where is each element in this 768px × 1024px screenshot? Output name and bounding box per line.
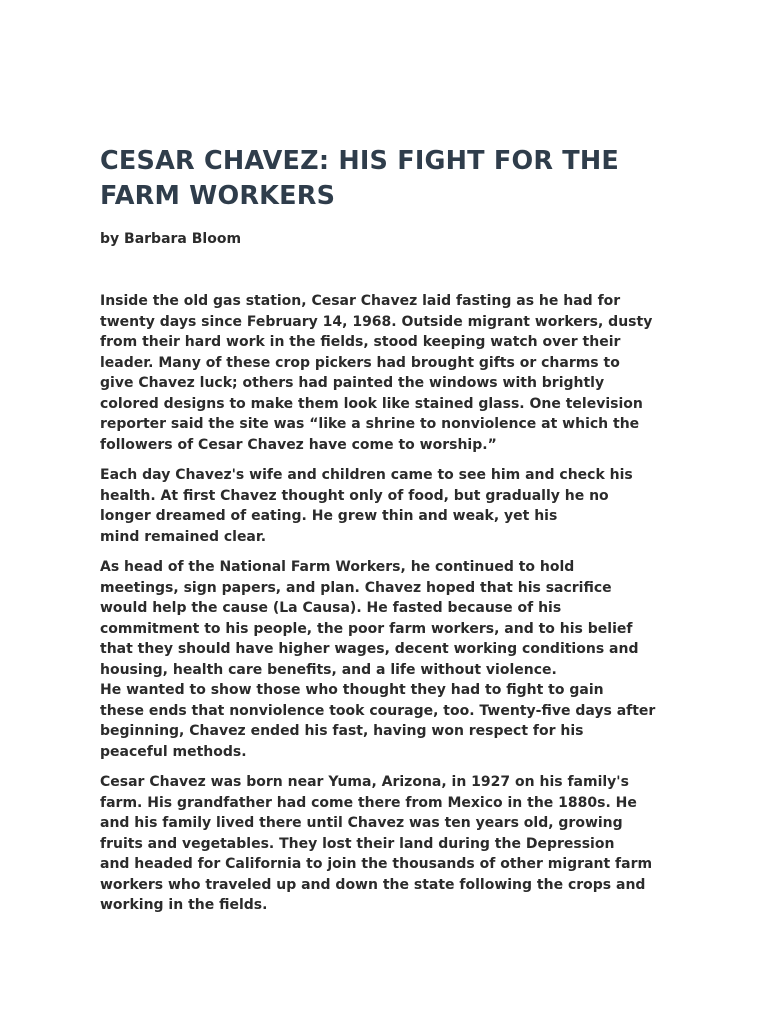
text-line: longer dreamed of eating. He grew thin and weak, yet his xyxy=(100,508,558,524)
text-line: workers who traveled up and down the state following the crops and xyxy=(100,876,646,893)
text-line: As head of the National Farm Workers, he continued to hold xyxy=(100,559,575,575)
text-line: leader. Many of these crop pickers had brought gifts or charms to xyxy=(100,354,620,371)
text-line: followers of Cesar Chavez have come to worship.” xyxy=(100,436,497,453)
paragraph-3 xyxy=(100,557,686,762)
text-line: beginning, Chavez ended his fast, having won respect for his xyxy=(100,723,584,739)
text-line: Each day Chavez's wife and children came to see him and check his xyxy=(100,467,633,483)
paragraph-2 xyxy=(100,465,686,547)
text-line: mind remained clear. xyxy=(100,528,267,545)
text-line: colored designs to make them look like stained glass. One television xyxy=(100,395,643,412)
text-line: reporter said the site was “like a shrine to nonviolence at which the xyxy=(100,416,640,432)
text-line: and his family lived there until Chavez was ten years old, growing xyxy=(100,815,623,831)
text-line: farm. His grandfather had come there from Mexico in the 1880s. He xyxy=(100,794,637,811)
text-line: these ends that nonviolence took courage, too. Twenty-five days after xyxy=(100,702,656,719)
text-line: twenty days since February 14, 1968. Outside migrant workers, dusty xyxy=(100,313,653,330)
text-line: from their hard work in the fields, stood keeping watch over their xyxy=(100,334,621,350)
text-line: health. At first Chavez thought only of food, but gradually he no xyxy=(100,487,609,504)
title-line: FARM WORKERS xyxy=(100,181,336,211)
text-line: and headed for California to join the thousands of other migrant farm xyxy=(100,856,653,872)
text-line: that they should have higher wages, decent working conditions and xyxy=(100,641,639,657)
text-line: give Chavez luck; others had painted the windows with brightly xyxy=(100,375,605,391)
text-line: He wanted to show those who thought they had to fight to gain xyxy=(100,682,604,698)
text-line: commitment to his people, the poor farm workers, and to his belief xyxy=(100,620,633,637)
title-line: CESAR CHAVEZ: HIS FIGHT FOR THE xyxy=(100,146,620,176)
text-line: meetings, sign papers, and plan. Chavez hoped that his sacrifice xyxy=(100,579,612,596)
text-line: Cesar Chavez was born near Yuma, Arizona, in 1927 on his family's xyxy=(100,774,629,790)
author-byline: by Barbara Bloom xyxy=(100,231,242,247)
text-line: would help the cause (La Causa). He fasted because of his xyxy=(100,600,562,616)
paragraph-4 xyxy=(100,772,686,916)
text-line: fruits and vegetables. They lost their land during the Depression xyxy=(100,835,615,852)
text-line: Inside the old gas station, Cesar Chavez laid fasting as he had for xyxy=(100,293,621,309)
text-line: peaceful methods. xyxy=(100,743,247,760)
article-body xyxy=(100,291,686,926)
text-line: working in the fields. xyxy=(100,897,268,913)
document-title xyxy=(100,144,700,214)
text-line: housing, health care benefits, and a life without violence. xyxy=(100,661,557,678)
paragraph-1 xyxy=(100,291,686,455)
